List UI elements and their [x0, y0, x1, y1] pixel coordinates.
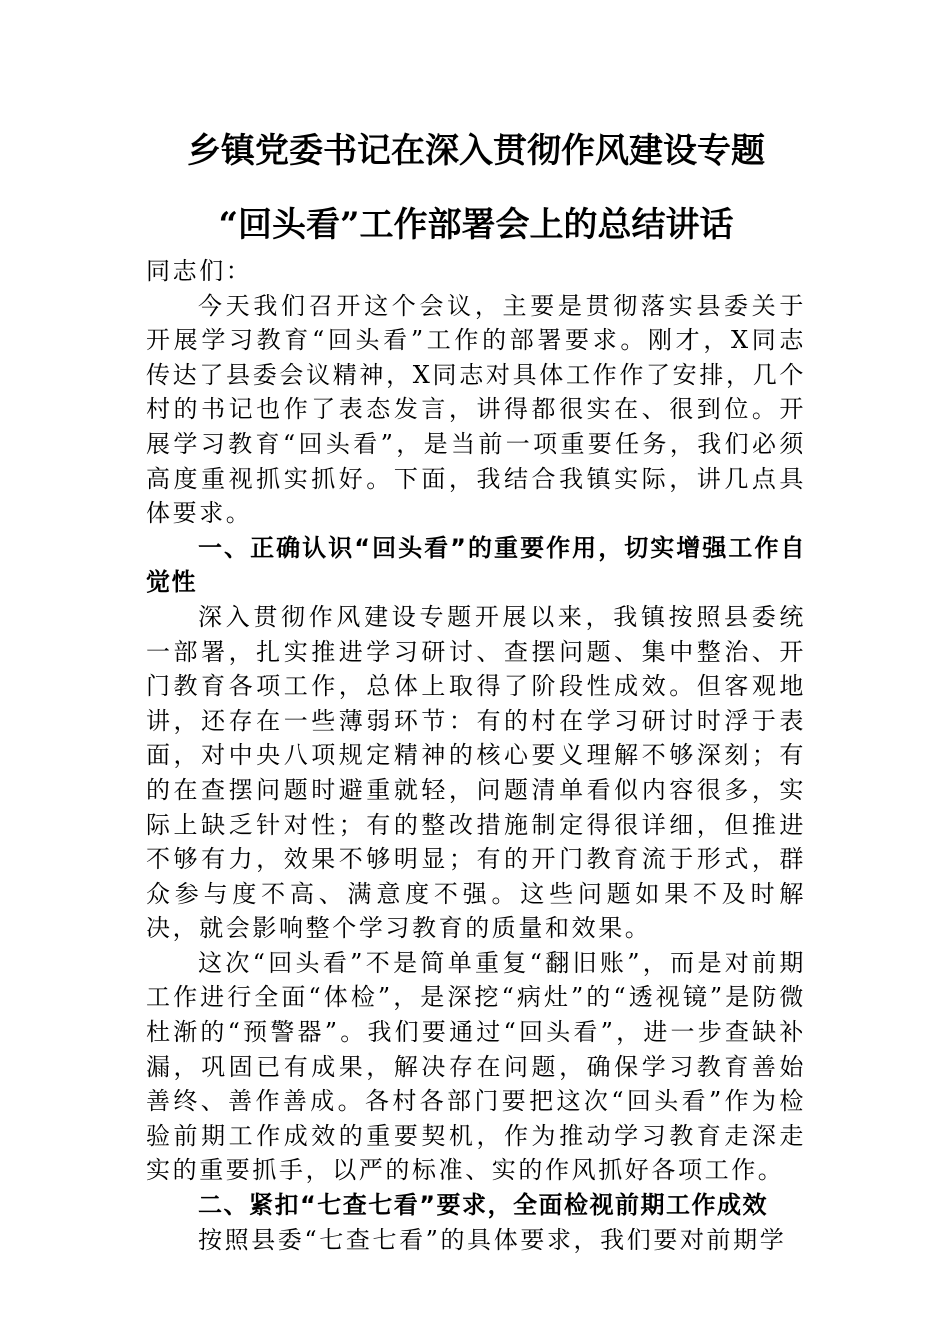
paragraph-section-1b: 这次“回头看”不是简单重复“翻旧账”，而是对前期工作进行全面“体检”，是深挖“病灶”的“透视镜”是防微杜渐的“预警器”。我们要通过“回头看”，进一步查缺补漏，巩固已有成果，解决存在问题，确保学习教育善始善终、善作善成。各村各部门要把这次“回头看”作为检验前期工作成效的重要契机，作为推动学习教育走深走实的重要抓手，以严的标准、实的作风抓好各项工作。 — [146, 948, 806, 1185]
paragraph-intro: 今天我们召开这个会议，主要是贯彻落实县委关于开展学习教育“回头看”工作的部署要求。刚才，X同志传达了县委会议精神，X同志对具体工作作了安排，几个村的书记也作了表态发言，讲得都很实在、很到位。开展学习教育“回头看”，是当前一项重要任务，我们必须高度重视抓实抓好。下面，我结合我镇实际，讲几点具体要求。 — [146, 291, 806, 528]
document-content — [146, 118, 806, 1257]
section-heading-1: 一、正确认识“回头看”的重要作用，切实增强工作自觉性 — [146, 533, 806, 597]
document-title-line-2: “回头看”工作部署会上的总结讲话 — [218, 205, 734, 245]
paragraph-section-2a: 按照县委“七查七看”的具体要求，我们要对前期学 — [198, 1225, 787, 1254]
document-title-line-1: 乡镇党委书记在深入贯彻作风建设专题 — [187, 131, 765, 171]
salutation: 同志们： — [146, 257, 253, 285]
paragraph-section-1a: 深入贯彻作风建设专题开展以来，我镇按照县委统一部署，扎实推进学习研讨、查摆问题、集中整治、开门教育各项工作，总体上取得了阶段性成效。但客观地讲，还存在一些薄弱环节：有的村在学习研讨时浮于表面，对中央八项规定精神的核心要义理解不够深刻；有的在查摆问题时避重就轻，问题清单看似内容很多，实际上缺乏针对性；有的整改措施制定得很详细，但推进不够有力，效果不够明显；有的开门教育流于形式，群众参与度不高、满意度不强。这些问题如果不及时解决，就会影响整个学习教育的质量和效果。 — [146, 602, 806, 943]
section-heading-2: 二、紧扣“七查七看”要求，全面检视前期工作成效 — [198, 1191, 769, 1220]
